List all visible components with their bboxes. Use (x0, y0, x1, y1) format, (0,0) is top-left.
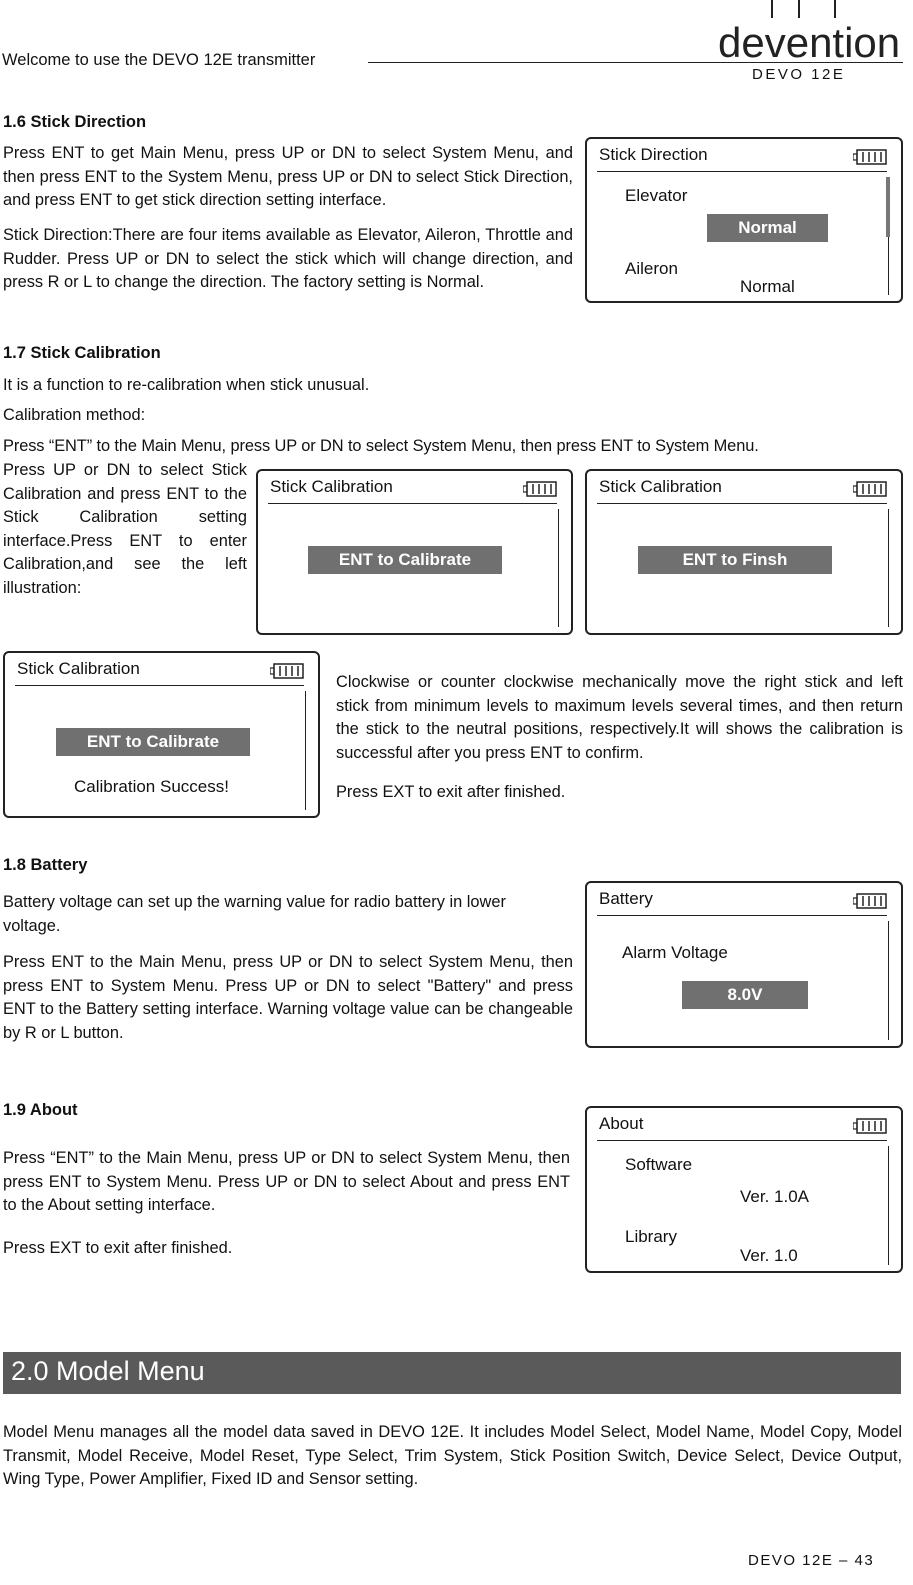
devention-logo (718, 0, 904, 66)
battery-icon (270, 663, 304, 679)
scrollbar-thumb (886, 177, 890, 237)
paragraph: Press “ENT” to the Main Menu, press UP or DN to select System Menu, then press ENT to System Menu. (3, 437, 759, 455)
software-label: Software (625, 1155, 693, 1174)
section-heading-battery: 1.8 Battery (3, 856, 88, 874)
battery-icon (853, 1118, 887, 1134)
library-version: Ver. 1.0 (740, 1246, 798, 1265)
battery-icon (853, 481, 887, 497)
page-footer: DEVO 12E – 43 (748, 1552, 875, 1569)
title-divider (268, 503, 557, 504)
lcd-screen-calibration-1 (256, 469, 573, 635)
paragraph: Press “ENT” to the Main Menu, press UP or DN to select System Menu, then press ENT to System Menu. Press UP or DN to select About and press ENT to the About setting interface. (3, 1149, 570, 1214)
screen-title: Stick Calibration (599, 477, 722, 496)
lcd-screen-calibration-3 (3, 651, 320, 818)
paragraph: Stick Direction:There are four items available as Elevator, Aileron, Throttle and Rudder. Press UP or DN to select the stick which will change direction, and press R or L to change the direction. The factory setting is Normal. (3, 226, 573, 291)
screen-title: Battery (599, 889, 653, 908)
battery-icon (853, 149, 887, 165)
menu-item-elevator: Elevator (625, 186, 688, 205)
selected-value: Normal (707, 214, 828, 242)
scrollbar (888, 1146, 890, 1265)
screen-title: Stick Calibration (17, 659, 140, 678)
title-divider (597, 1140, 887, 1141)
calibrate-button: ENT to Calibrate (308, 546, 502, 574)
menu-value: Normal (740, 277, 795, 296)
paragraph: Battery voltage can set up the warning value for radio battery in lower voltage. (3, 893, 506, 935)
title-divider (597, 171, 887, 172)
paragraph: Press ENT to the Main Menu, press UP or DN to select System Menu, then press ENT to System Menu. Press UP or DN to select "Battery" and press ENT to the Battery setting interface. Warning voltage value can be changeable by R or L button. (3, 953, 573, 1042)
title-divider (597, 503, 887, 504)
banner-title: 2.0 Model Menu (11, 1356, 205, 1386)
battery-icon (853, 893, 887, 909)
battery-icon (523, 481, 557, 497)
screen-title: About (599, 1114, 644, 1133)
section-heading-stick-direction: 1.6 Stick Direction (3, 113, 147, 131)
lcd-screen-about (585, 1106, 903, 1273)
calibration-status: Calibration Success! (74, 777, 229, 796)
paragraph: Press EXT to exit after finished. (3, 1239, 233, 1257)
lcd-screen-battery (585, 881, 903, 1048)
logo-subtitle: DEVO 12E (752, 66, 846, 83)
paragraph: Press EXT to exit after finished. (336, 783, 566, 801)
paragraph: It is a function to re-calibration when stick unusual. (3, 376, 370, 394)
title-divider (597, 915, 887, 916)
paragraph: Press UP or DN to select Stick Calibration and press ENT to the Stick Calibration setting interface.Press ENT to enter Calibration,and see the left illustration: (3, 461, 247, 597)
screen-title: Stick Calibration (270, 477, 393, 496)
scrollbar (558, 509, 560, 627)
calibrate-button: ENT to Calibrate (56, 728, 250, 756)
menu-item-aileron: Aileron (625, 259, 678, 278)
header-title: Welcome to use the DEVO 12E transmitter (2, 51, 316, 69)
library-label: Library (625, 1227, 677, 1246)
section-banner-model-menu (3, 1352, 901, 1394)
paragraph: Calibration method: (3, 406, 146, 424)
scrollbar (888, 509, 890, 627)
paragraph: Clockwise or counter clockwise mechanically move the right stick and left stick from minimum levels to maximum levels several times, and then return the stick to the neutral positions, respectively.It will shows the calibration is successful after you press ENT to confirm. (336, 673, 903, 762)
software-version: Ver. 1.0A (740, 1187, 809, 1206)
screen-title: Stick Direction (599, 145, 708, 164)
alarm-voltage-label: Alarm Voltage (622, 943, 728, 962)
section-heading-stick-calibration: 1.7 Stick Calibration (3, 344, 161, 362)
paragraph: Press ENT to get Main Menu, press UP or DN to select System Menu, and then press ENT to the System Menu, press UP or DN to select Stick Direction, and press ENT to get stick direction setting interface. (3, 144, 573, 209)
alarm-voltage-value: 8.0V (682, 981, 808, 1009)
scrollbar (305, 691, 307, 810)
lcd-screen-stick-direction (585, 137, 903, 303)
paragraph: Model Menu manages all the model data saved in DEVO 12E. It includes Model Select, Model Name, Model Copy, Model Transmit, Model Receive, Model Reset, Type Select, Trim System, Stick Position Switch, Device Select, Device Output, Wing Type, Power Amplifier, Fixed ID and Sensor setting. (3, 1423, 902, 1488)
finish-button: ENT to Finsh (638, 546, 832, 574)
title-divider (15, 685, 304, 686)
section-heading-about: 1.9 About (3, 1101, 78, 1119)
logo-text: devention (718, 19, 901, 66)
scrollbar (888, 921, 890, 1040)
lcd-screen-calibration-2 (585, 469, 903, 635)
